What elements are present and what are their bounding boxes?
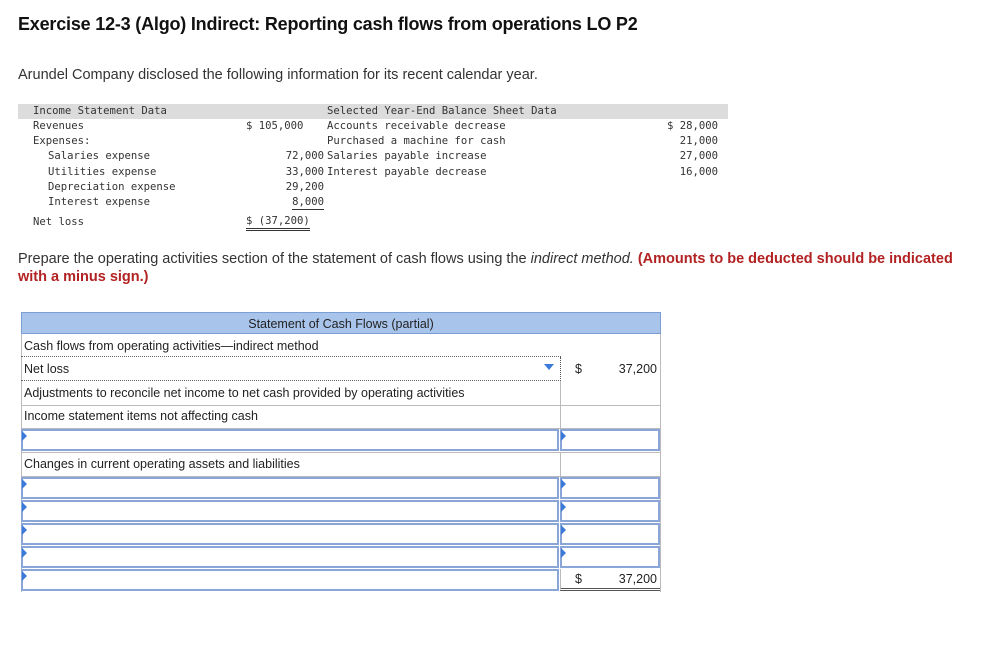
- change-amount-input[interactable]: [560, 523, 660, 545]
- adjustment-amount-input[interactable]: [560, 429, 660, 451]
- instructions-note: (Amounts to be deducted should be indicated with a minus sign.): [18, 251, 953, 285]
- change-description-input[interactable]: [21, 523, 559, 545]
- revenues-label: Revenues: [33, 120, 85, 132]
- income-statement-header: Income Statement Data: [33, 105, 167, 117]
- balance-item-label: Purchased a machine for cash: [327, 135, 506, 148]
- total-description-input[interactable]: [21, 569, 559, 591]
- currency-symbol: $: [575, 362, 582, 376]
- given-data-table: [18, 104, 728, 232]
- given-row: [18, 210, 728, 232]
- total-row[interactable]: [21, 569, 661, 591]
- section-label-row: [21, 334, 661, 355]
- given-row: [18, 119, 728, 134]
- balance-item-value: 21,000: [679, 135, 718, 148]
- total-amount: 37,200: [618, 572, 657, 586]
- balance-item-value: $ 28,000: [666, 120, 718, 132]
- change-description-input[interactable]: [21, 500, 559, 522]
- given-header-row: [18, 104, 728, 119]
- expense-value: 8,000: [292, 195, 324, 208]
- given-row: [18, 165, 728, 180]
- expense-value: 33,000: [285, 165, 324, 178]
- instructions-text: Prepare the operating activities section of the statement of cash flows using the: [18, 251, 531, 267]
- net-loss-amount[interactable]: 37,200: [618, 362, 657, 376]
- given-row: [18, 149, 728, 164]
- income-items-label: Income statement items not affecting cash: [24, 409, 258, 423]
- given-row: [18, 180, 728, 195]
- empty-amount-cell: [560, 381, 660, 405]
- balance-item-label: Accounts receivable decrease: [327, 120, 506, 132]
- net-loss-label: Net loss: [33, 216, 85, 229]
- expense-label: Utilities expense: [48, 165, 157, 178]
- balance-sheet-header: Selected Year-End Balance Sheet Data: [327, 105, 557, 117]
- empty-amount-cell: [560, 406, 660, 430]
- currency-symbol: $: [575, 572, 582, 586]
- given-row: [18, 134, 728, 149]
- adjustments-label: Adjustments to reconcile net income to net cash provided by operating activities: [24, 386, 465, 400]
- changes-row: [21, 453, 661, 476]
- expense-value: 29,200: [285, 180, 324, 193]
- worksheet-title: Statement of Cash Flows (partial): [21, 312, 661, 334]
- revenues-value: $ 105,000: [246, 120, 304, 132]
- change-description-input[interactable]: [21, 546, 559, 568]
- net-loss-amount-cell[interactable]: [560, 357, 660, 381]
- adjustments-row: [21, 381, 661, 405]
- instructions-emphasis: indirect method.: [530, 251, 634, 267]
- total-amount-cell: [560, 569, 660, 591]
- expenses-label: Expenses:: [33, 135, 91, 148]
- cash-flow-worksheet: [21, 312, 661, 586]
- net-loss-row[interactable]: [21, 357, 661, 380]
- change-input-row[interactable]: [21, 477, 661, 499]
- dropdown-arrow-icon[interactable]: [544, 364, 554, 370]
- section-label: Cash flows from operating activities—indirect method: [24, 339, 319, 353]
- instructions: [18, 250, 968, 286]
- balance-item-label: Interest payable decrease: [327, 165, 487, 178]
- change-input-row[interactable]: [21, 523, 661, 545]
- exercise-title: Exercise 12-3 (Algo) Indirect: Reporting cash flows from operations LO P2: [18, 14, 638, 34]
- adjustment-description-input[interactable]: [21, 429, 559, 451]
- expense-label: Salaries expense: [48, 150, 151, 163]
- change-amount-input[interactable]: [560, 546, 660, 568]
- expense-label: Depreciation expense: [48, 180, 176, 193]
- change-description-input[interactable]: [21, 477, 559, 499]
- expense-value: 72,000: [285, 150, 324, 163]
- net-loss-value: $ (37,200): [246, 215, 310, 231]
- adjustment-input-row[interactable]: [21, 429, 661, 451]
- net-loss-select[interactable]: Net loss: [24, 362, 70, 376]
- change-input-row[interactable]: [21, 546, 661, 568]
- balance-item-value: 27,000: [679, 150, 718, 163]
- expense-label: Interest expense: [48, 195, 151, 208]
- change-amount-input[interactable]: [560, 500, 660, 522]
- income-items-row: [21, 406, 661, 428]
- intro-text: Arundel Company disclosed the following information for its recent calendar year.: [18, 67, 538, 83]
- change-amount-input[interactable]: [560, 477, 660, 499]
- changes-label: Changes in current operating assets and liabilities: [24, 457, 300, 471]
- given-row: [18, 195, 728, 210]
- balance-item-label: Salaries payable increase: [327, 150, 487, 163]
- change-input-row[interactable]: [21, 500, 661, 522]
- balance-item-value: 16,000: [679, 165, 718, 178]
